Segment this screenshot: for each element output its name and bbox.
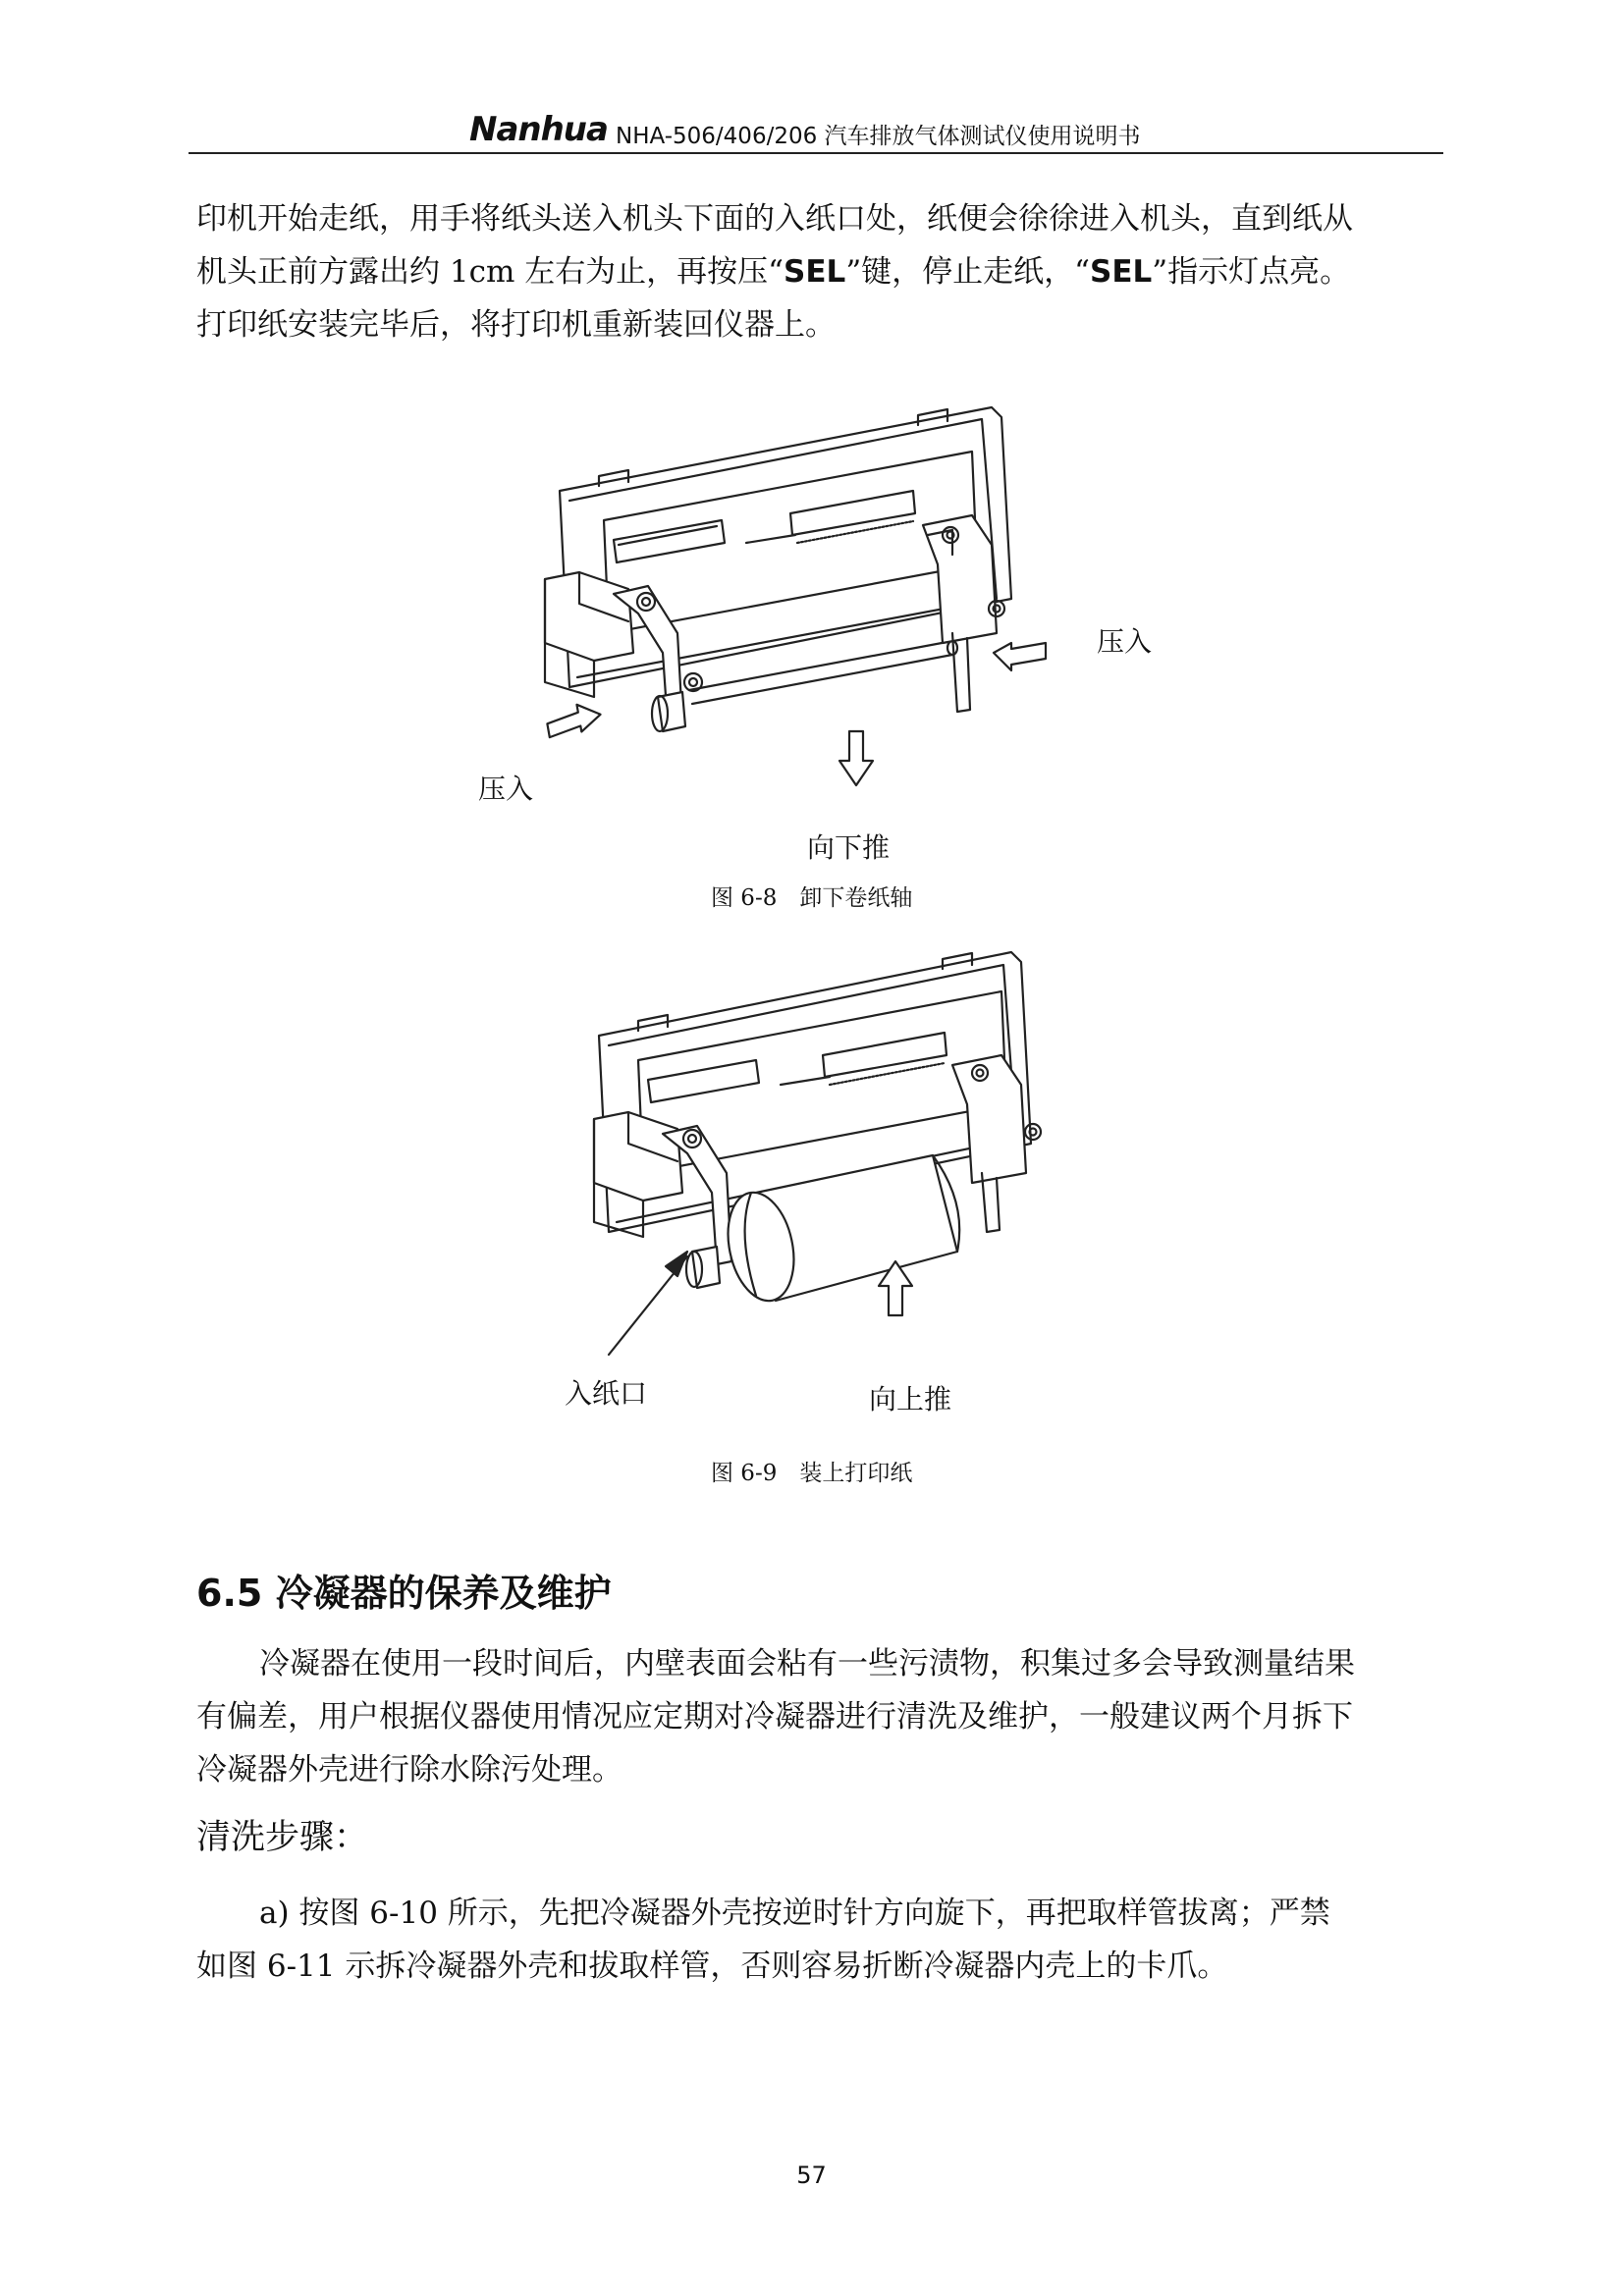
- label-push-down: 向下推: [807, 831, 891, 864]
- intro-line-1: 印机开始走纸，用手将纸头送入机头下面的入纸口处，纸便会徐徐进入机头，直到纸从: [196, 201, 1353, 237]
- step-a-line-1: a) 按图 6-10 所示，先把冷凝器外壳按逆时针方向旋下，再把取样管拔离；严禁: [259, 1896, 1330, 1931]
- section-number: 6.5: [196, 1572, 263, 1615]
- intro-line-3: 打印纸安装完毕后，将打印机重新装回仪器上。: [196, 307, 836, 343]
- section-title: 冷凝器的保养及维护: [275, 1571, 612, 1615]
- figure-install-printer-paper: [579, 937, 1070, 1350]
- label-push-up: 向上推: [869, 1383, 952, 1415]
- cleaning-steps-heading: 清洗步骤：: [196, 1818, 369, 1857]
- condenser-line-2: 有偏差，用户根据仪器使用情况应定期对冷凝器进行清洗及维护，一般建议两个月拆下: [196, 1699, 1353, 1735]
- figure-remove-paper-roll-shaft: [520, 398, 1041, 800]
- step-a-paragraph: [196, 1887, 1443, 1993]
- label-press-right: 压入: [1097, 625, 1153, 658]
- intro-paragraph: [196, 192, 1443, 351]
- sel-key-label: SEL: [784, 254, 846, 290]
- condenser-line-1: 冷凝器在使用一段时间后，内壁表面会粘有一些污渍物，积集过多会导致测量结果: [259, 1646, 1355, 1682]
- label-press-left: 压入: [478, 773, 534, 805]
- brand-logo: Nanhua: [469, 110, 608, 149]
- page-number: 57: [796, 2162, 827, 2189]
- intro-line-2b: ”键，停止走纸，“: [845, 254, 1091, 290]
- press-arrow-right: [994, 643, 1046, 670]
- figure-6-8-caption: 图 6-8 卸下卷纸轴: [711, 885, 913, 911]
- condenser-paragraph: [196, 1637, 1443, 1796]
- press-arrow-left: [545, 701, 603, 737]
- intro-line-2a: 机头正前方露出约 1cm 左右为止，再按压“: [196, 254, 784, 290]
- condenser-line-3: 冷凝器外壳进行除水除污处理。: [196, 1752, 622, 1788]
- section-heading: [196, 1563, 612, 1617]
- page-header: [189, 110, 1443, 155]
- inlet-pointer-head: [666, 1252, 687, 1276]
- left-side-block-2: [594, 1112, 682, 1201]
- header-title: NHA-506/406/206 汽车排放气体测试仪使用说明书: [616, 124, 1141, 149]
- sel-indicator-label: SEL: [1090, 254, 1153, 290]
- left-side-block: [545, 572, 633, 661]
- header-rule: [189, 152, 1443, 154]
- intro-line-2c: ”指示灯点亮。: [1152, 254, 1351, 290]
- step-a-line-2: 如图 6-11 示拆冷凝器外壳和拔取样管，否则容易折断冷凝器内壳上的卡爪。: [196, 1949, 1228, 1984]
- push-down-arrow: [839, 731, 873, 785]
- intro-line-2: [196, 245, 1443, 298]
- figure-6-9-caption: 图 6-9 装上打印纸: [711, 1461, 913, 1486]
- label-paper-inlet: 入纸口: [565, 1377, 648, 1410]
